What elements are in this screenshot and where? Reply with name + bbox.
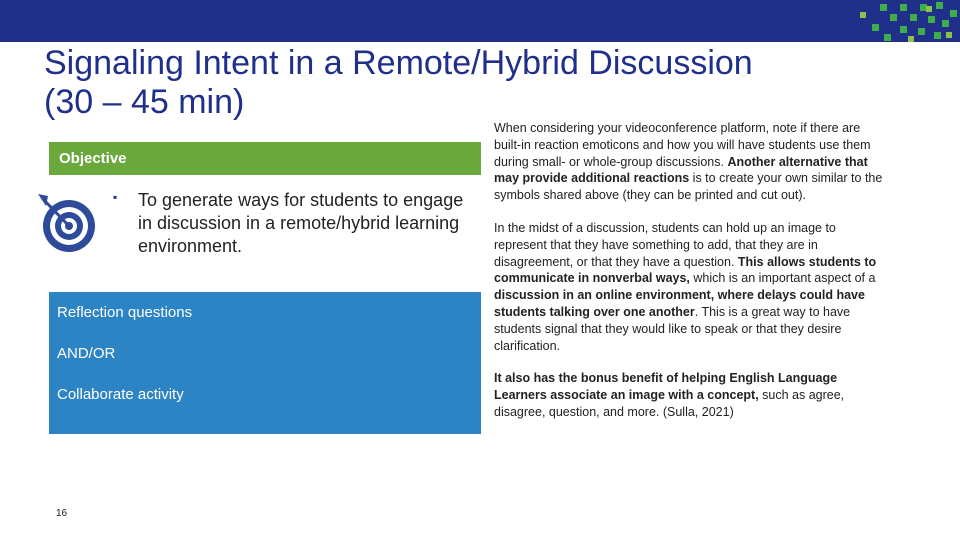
- objective-text: To generate ways for students to engage in discussion in a remote/hybrid learning environment.: [138, 190, 464, 256]
- p2-bold-2: discussion in an online environment, where delays could have students talking over one another: [494, 288, 865, 319]
- box-line-andor: AND/OR: [57, 345, 116, 362]
- page-number: 16: [56, 508, 68, 519]
- square-bullet-icon: ▪: [113, 190, 118, 204]
- box-line-reflection: Reflection questions: [57, 304, 193, 321]
- paragraph-1: [494, 120, 884, 204]
- target-icon: [36, 190, 98, 256]
- objective-label: Objective: [49, 142, 481, 175]
- description-column: [494, 120, 884, 437]
- p2-text-mid: which is an important aspect of a: [689, 271, 876, 286]
- pixel-pattern-decoration: [760, 0, 960, 42]
- p2-text: In the midst of a discussion, students can hold up an image to represent that they have something to add, that they are in disagreement, or that they have a question.: [494, 220, 836, 269]
- p3-bold: It also has the bonus benefit of helping English Language Learners associate an image with a concept,: [494, 371, 838, 403]
- p1-text-end: is to create your own similar to the symbols shared above (they can be printed and cut out).: [494, 171, 883, 203]
- p1-text: When considering your videoconference platform, note if there are built-in reaction emoticons and how you will have students use them during small- or whole-group discussions.: [494, 121, 871, 169]
- slide-title: Signaling Intent in a Remote/Hybrid Discussion (30 – 45 min): [44, 44, 753, 121]
- p2-text-end: . This is a great way to have students signal that they would like to speak or that they desire clarification.: [494, 304, 851, 353]
- paragraph-3: [494, 370, 884, 420]
- p2-bold: This allows students to communicate in nonverbal ways,: [494, 254, 877, 286]
- box-line-collaborate: Collaborate activity: [57, 386, 184, 403]
- p1-bold: Another alternative that may provide additional reactions: [494, 154, 868, 186]
- activity-box: [49, 292, 481, 434]
- header-bar: [0, 0, 960, 42]
- p3-text: such as agree, disagree, question, and more. (Sulla, 2021): [494, 388, 845, 419]
- paragraph-2: [494, 220, 884, 354]
